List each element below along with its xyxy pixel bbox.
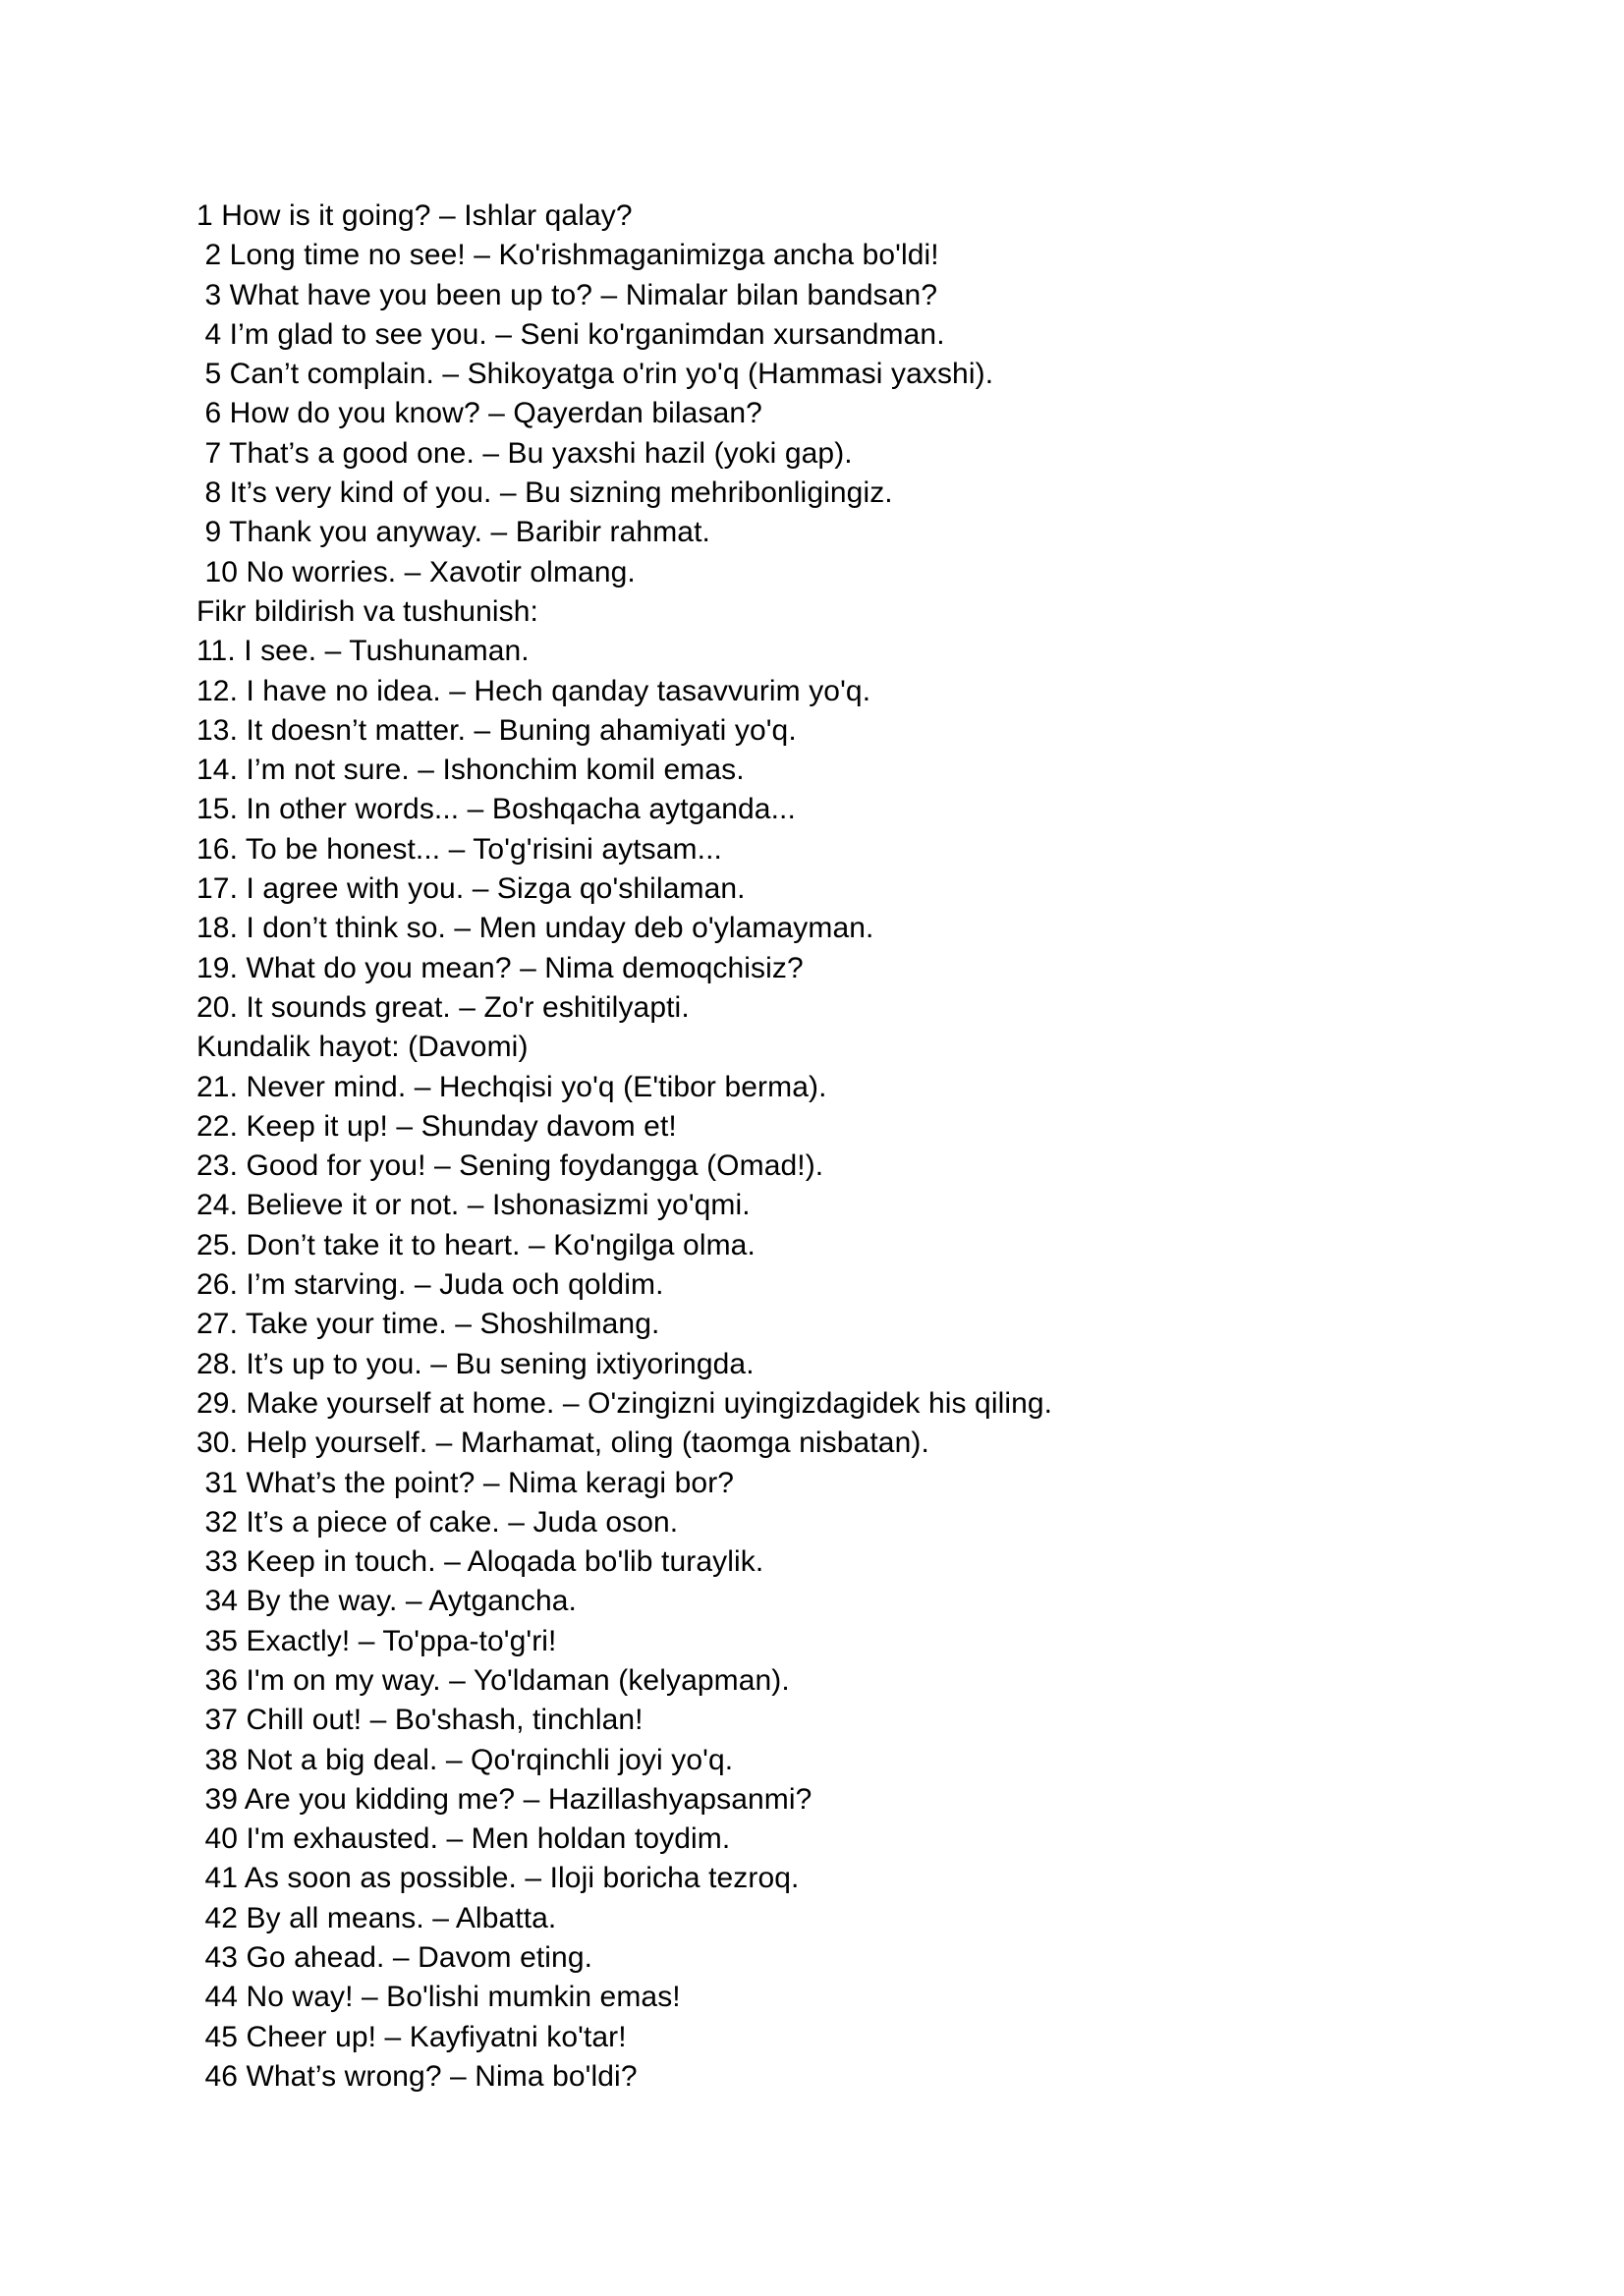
phrase-line: 11. I see. – Tushunaman. [196,635,530,668]
phrase-line: 36 I'm on my way. – Yo'ldaman (kelyapman). [196,1663,790,1697]
phrase-line: 15. In other words... – Boshqacha aytganda... [196,793,796,826]
phrase-line: 33 Keep in touch. – Aloqada bo'lib turaylik. [196,1545,764,1579]
section-heading: Kundalik hayot: (Davomi) [196,1031,529,1064]
phrase-line: 46 What’s wrong? – Nima bo'ldi? [196,2059,638,2093]
phrase-line: 39 Are you kidding me? – Hazillashyapsanmi? [196,1782,812,1816]
phrase-line: 3 What have you been up to? – Nimalar bilan bandsan? [196,278,938,311]
phrase-line: 44 No way! – Bo'lishi mumkin emas! [196,1981,681,2014]
phrase-line: 24. Believe it or not. – Ishonasizmi yo'qmi. [196,1189,751,1222]
phrase-line: 2 Long time no see! – Ko'rishmaganimizga ancha bo'ldi! [196,239,939,272]
phrase-line: 22. Keep it up! – Shunday davom et! [196,1109,677,1143]
phrase-line: 37 Chill out! – Bo'shash, tinchlan! [196,1704,644,1737]
phrase-line: 17. I agree with you. – Sizga qo'shilaman. [196,872,746,906]
phrase-line: 20. It sounds great. – Zo'r eshitilyapti. [196,990,690,1024]
phrase-line: 31 What’s the point? – Nima keragi bor? [196,1466,735,1499]
phrase-line: 43 Go ahead. – Davom eting. [196,1941,593,1975]
phrase-line: 4 I’m glad to see you. – Seni ko'rganimdan xursandman. [196,317,945,351]
section-heading: Fikr bildirish va tushunish: [196,594,538,628]
phrase-line: 27. Take your time. – Shoshilmang. [196,1308,660,1341]
phrase-line: 28. It’s up to you. – Bu sening ixtiyoringda. [196,1347,755,1380]
phrase-line: 13. It doesn’t matter. – Buning ahamiyati yo'q. [196,713,797,747]
phrase-line: 42 By all means. – Albatta. [196,1901,557,1934]
phrase-line: 34 By the way. – Aytgancha. [196,1585,577,1618]
phrase-line: 30. Help yourself. – Marhamat, oling (taomga nisbatan). [196,1427,929,1460]
phrase-line: 35 Exactly! – To'ppa-to'g'ri! [196,1624,557,1657]
phrase-line: 14. I’m not sure. – Ishonchim komil emas. [196,754,745,787]
phrase-line: 19. What do you mean? – Nima demoqchisiz? [196,951,804,984]
phrase-line: 45 Cheer up! – Kayfiyatni ko'tar! [196,2020,627,2053]
phrase-line: 9 Thank you anyway. – Baribir rahmat. [196,516,710,549]
phrase-line: 38 Not a big deal. – Qo'rqinchli joyi yo'q. [196,1743,734,1776]
phrase-line: 18. I don’t think so. – Men unday deb o'ylamayman. [196,912,874,945]
phrase-line: 12. I have no idea. – Hech qanday tasavvurim yo'q. [196,674,871,707]
phrase-line: 40 I'm exhausted. – Men holdan toydim. [196,1822,731,1856]
phrase-line: 21. Never mind. – Hechqisi yo'q (E'tibor berma). [196,1070,827,1103]
phrase-line: 23. Good for you! – Sening foydangga (Omad!). [196,1149,824,1183]
phrase-line: 5 Can’t complain. – Shikoyatga o'rin yo'q (Hammasi yaxshi). [196,358,994,391]
phrase-line: 26. I’m starving. – Juda och qoldim. [196,1268,664,1302]
phrase-line: 6 How do you know? – Qayerdan bilasan? [196,397,762,430]
phrase-list [196,196,1572,2097]
phrase-line: 8 It’s very kind of you. – Bu sizning mehribonligingiz. [196,476,893,510]
phrase-line: 25. Don’t take it to heart. – Ko'ngilga olma. [196,1228,756,1261]
phrase-line: 41 As soon as possible. – Iloji boricha tezroq. [196,1862,800,1895]
phrase-line: 32 It’s a piece of cake. – Juda oson. [196,1505,679,1539]
phrase-line: 7 That’s a good one. – Bu yaxshi hazil (yoki gap). [196,436,853,470]
phrase-line: 29. Make yourself at home. – O'zingizni uyingizdagidek his qiling. [196,1386,1053,1420]
phrase-line: 1 How is it going? – Ishlar qalay? [196,199,633,232]
phrase-line: 16. To be honest... – To'g'risini aytsam... [196,832,722,866]
phrase-line: 10 No worries. – Xavotir olmang. [196,555,636,588]
